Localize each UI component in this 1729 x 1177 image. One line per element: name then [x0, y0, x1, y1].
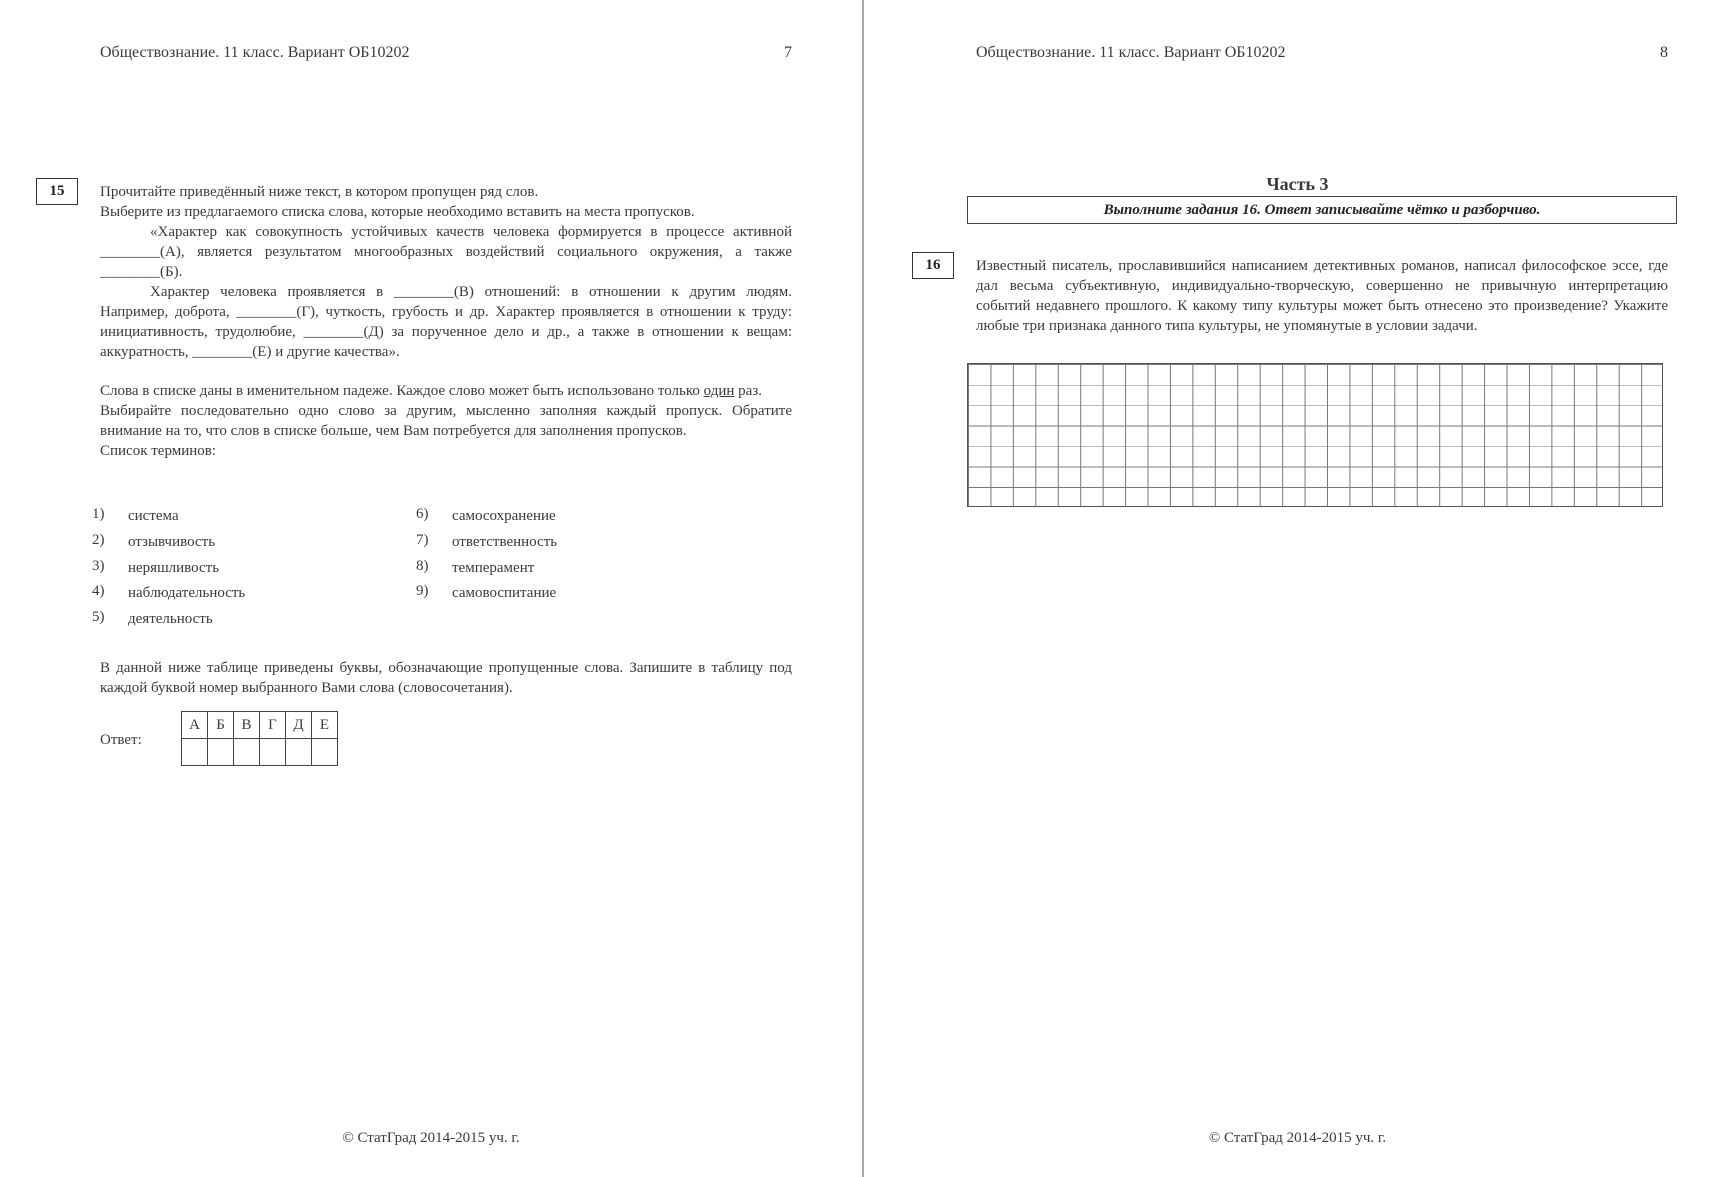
answer-letter: Г [260, 712, 286, 739]
answer-table-input-row [182, 739, 338, 766]
answer-cell[interactable] [286, 739, 312, 766]
terms-list: 1) система 2) отзывчивость 3) неряшливость 4) наблюдательность 5) деятельность 6) самосохранение 7) ответственность 8) темперамент 9) самовоспитание [92, 506, 558, 627]
answer-cell[interactable] [234, 739, 260, 766]
task15-intro1: Прочитайте приведённый ниже текст, в котором пропущен ряд слов. [100, 184, 539, 200]
answer-grid[interactable] [967, 363, 1663, 507]
answer-letter: Б [208, 712, 234, 739]
task-number-box: 15 [36, 178, 78, 205]
terms-label: Список терминов: [100, 443, 217, 459]
page-header: Обществознание. 11 класс. Вариант ОБ10202 [100, 44, 410, 61]
page-number: 8 [1660, 44, 1668, 61]
right-page [866, 0, 1729, 1177]
answer-cell[interactable] [208, 739, 234, 766]
left-page [0, 0, 862, 1177]
task15-note2: Выбирайте последовательно одно слово за другим, мысленно заполняя каждый пропуск. Обратите внимание на то, что слов в списке больше, чем Вам потребуется для заполнения пропусков. [100, 403, 792, 439]
table-instruction: В данной ниже таблице приведены буквы, обозначающие пропущенные слова. Запишите в таблицу под каждой буквой номер выбранного Вами слова (словосочетания). [100, 660, 792, 696]
page-footer: © СтатГрад 2014-2015 уч. г. [1208, 1130, 1387, 1146]
task15-paragraph1: «Характер как совокупность устойчивых качеств человека формируется в процессе активной ________(А), является результатом многообразных воздействий социального окружения, а также ________(Б). [100, 224, 792, 280]
answer-cell[interactable] [260, 739, 286, 766]
page-footer: © СтатГрад 2014-2015 уч. г. [342, 1130, 520, 1146]
task-number-box: 16 [912, 252, 954, 279]
answer-letter: Д [286, 712, 312, 739]
task15-paragraph2: Характер человека проявляется в ________(В) отношений: в отношении к другим людям. Например, доброта, ________(Г), чуткость, грубость и др. Характер проявляется в отношении к труду: инициативность, трудолюбие, ________(Д) за порученное дело и др., а также в отношении к вещам: аккуратность, ________(Е) и другие качества». [100, 284, 792, 360]
answer-cell[interactable] [182, 739, 208, 766]
answer-table [181, 711, 338, 766]
answer-table-header-row [182, 712, 338, 739]
task15-body [100, 182, 792, 362]
answer-cell[interactable] [312, 739, 338, 766]
answer-letter: В [234, 712, 260, 739]
task15-notes [100, 381, 792, 461]
answer-letter: А [182, 712, 208, 739]
answer-label: Ответ: [100, 732, 142, 748]
task16-text: Известный писатель, прославившийся написанием детективных романов, написал философское эссе, где дал весьма субъективную, индивидуально-творческую, совершенно не привычную интерпретацию событий недавнего прошлого. К какому типу культуры может быть отнесено это произведение? Укажите любые три признака данного типа культуры, не упомянутые в условии задачи. [976, 258, 1668, 334]
part-instruction: Выполните задания 16. Ответ записывайте чётко и разборчиво. [967, 196, 1677, 224]
page-header: Обществознание. 11 класс. Вариант ОБ10202 [976, 44, 1286, 61]
task15-note1: Слова в списке даны в именительном падеже. Каждое слово может быть использовано только один раз. [100, 383, 762, 399]
page-divider [862, 0, 864, 1177]
task15-intro2: Выберите из предлагаемого списка слова, которые необходимо вставить на места пропусков. [100, 204, 695, 220]
answer-letter: Е [312, 712, 338, 739]
page-number: 7 [784, 44, 792, 61]
part-title: Часть 3 [1266, 174, 1329, 194]
